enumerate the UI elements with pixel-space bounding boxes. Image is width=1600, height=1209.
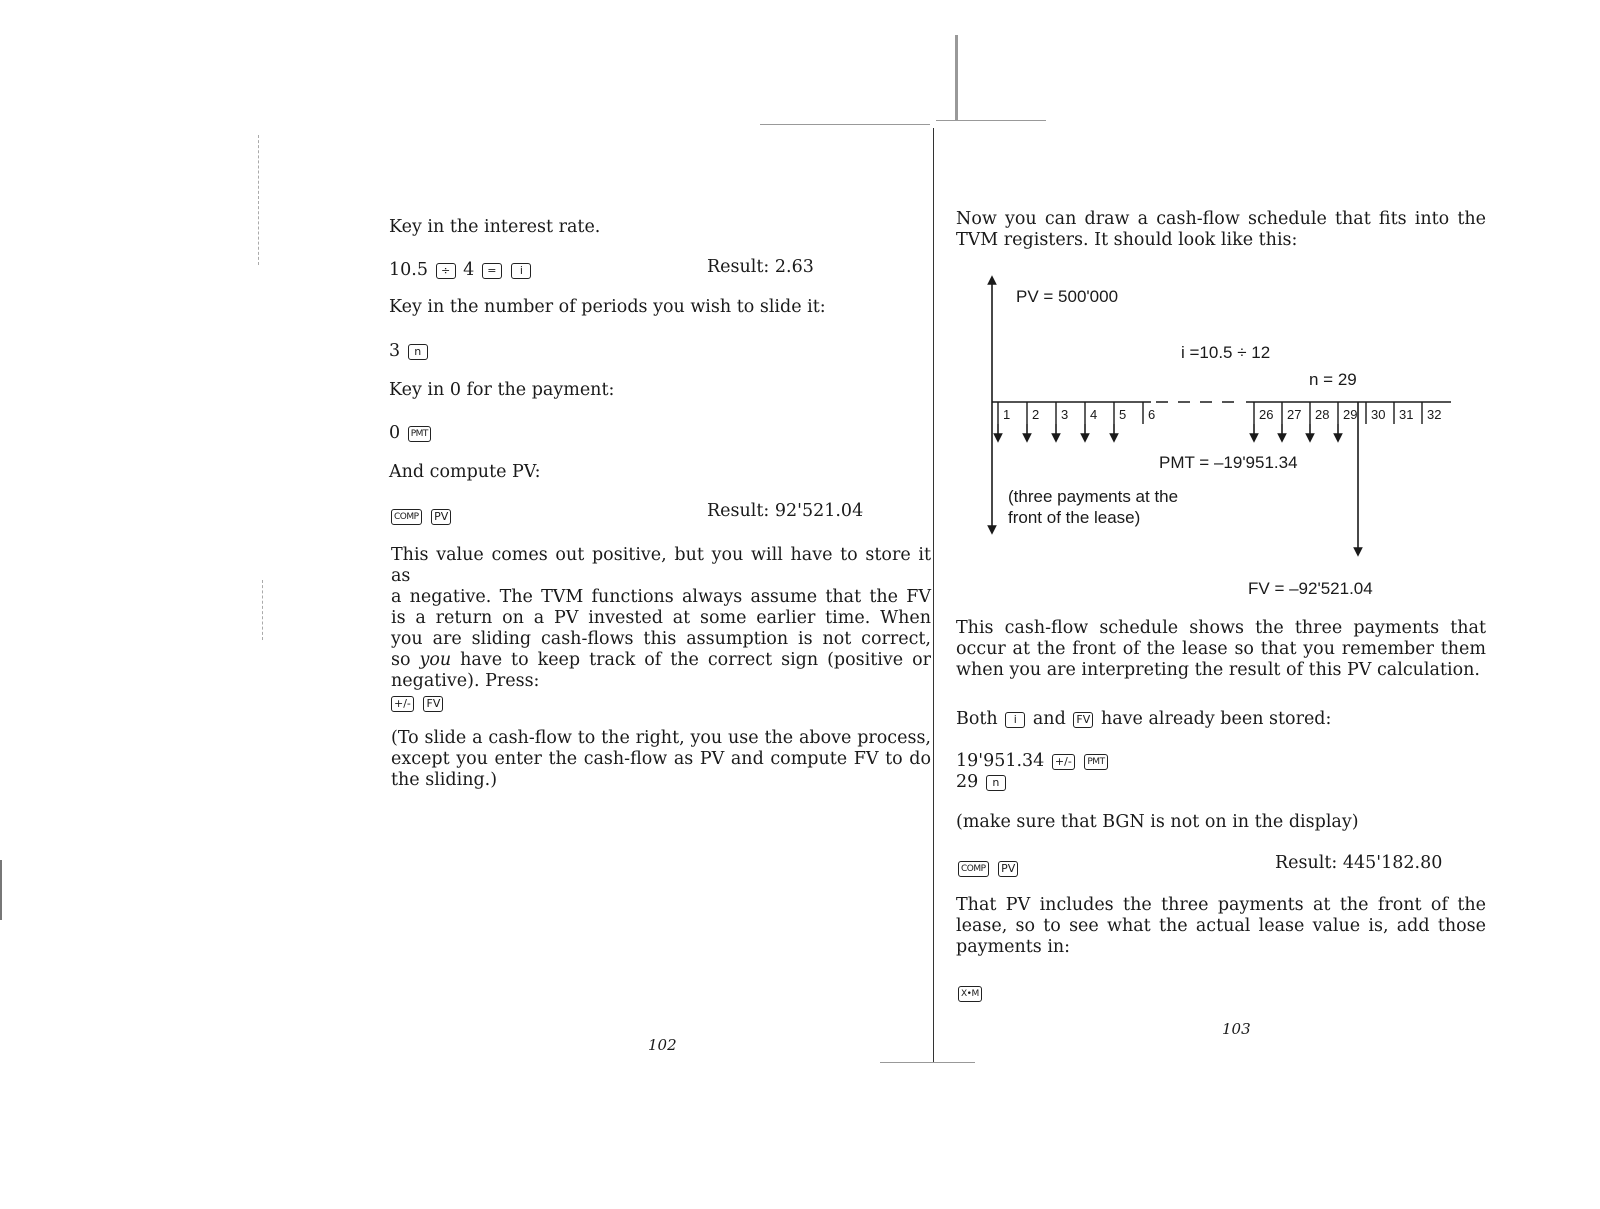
n-key: n xyxy=(986,775,1006,791)
keystroke-line-periods xyxy=(389,340,430,362)
number-value: 29 xyxy=(956,772,979,792)
period-label: 27 xyxy=(1287,407,1302,422)
keystroke-line-compute xyxy=(389,505,453,527)
text-line: This cash-flow schedule shows the three payments that xyxy=(956,618,1486,638)
instruction-periods: Key in the number of periods you wish to slide it: xyxy=(389,297,826,317)
comp-key: COMP xyxy=(391,509,422,525)
keystroke-line-n xyxy=(956,771,1008,793)
instruction-payment: Key in 0 for the payment: xyxy=(389,380,615,400)
instruction-interest-rate: Key in the interest rate. xyxy=(389,217,601,237)
instruction-compute-pv: And compute PV: xyxy=(389,462,541,482)
text-fragment: so xyxy=(391,650,420,670)
text-line: negative). Press: xyxy=(391,671,540,691)
keystroke-line-xm xyxy=(956,982,984,1004)
n-key: n xyxy=(408,344,428,360)
text-line: a negative. The TVM functions always assume that the FV xyxy=(391,587,931,607)
text-line xyxy=(391,650,931,671)
period-label: 28 xyxy=(1315,407,1330,422)
period-label: 31 xyxy=(1399,407,1414,422)
right-page xyxy=(936,0,1600,1209)
period-label: 4 xyxy=(1090,407,1098,422)
period-label: 30 xyxy=(1371,407,1386,422)
result-value: 2.63 xyxy=(774,257,814,277)
text-line: (To slide a cash-flow to the right, you use the above process, xyxy=(391,728,931,748)
period-label: 3 xyxy=(1061,407,1069,422)
page-number: 102 xyxy=(648,1036,677,1054)
lease-value-paragraph xyxy=(956,895,1486,958)
period-label: 32 xyxy=(1427,407,1442,422)
comp-key: COMP xyxy=(958,861,989,877)
pmt-key: PMT xyxy=(408,426,431,442)
explanation-paragraph xyxy=(391,545,931,692)
number-value: 19'951.34 xyxy=(956,751,1045,771)
fv-key: FV xyxy=(1073,712,1093,728)
number-value: 4 xyxy=(463,260,475,280)
keystroke-line-pmt xyxy=(956,750,1110,772)
text-line: That PV includes the three payments at the front of the xyxy=(956,895,1486,915)
keystroke-line-chs xyxy=(389,692,445,714)
result-value: 92'521.04 xyxy=(774,501,864,521)
text-line: payments in: xyxy=(956,937,1071,957)
number-value: 3 xyxy=(389,341,401,361)
pv-label: PV = 500'000 xyxy=(1016,287,1119,306)
text-fragment: Both xyxy=(956,709,998,729)
text-fragment: and xyxy=(1032,709,1066,729)
text-line: you are sliding cash-flows this assumption is not correct, xyxy=(391,629,931,649)
period-label: 5 xyxy=(1119,407,1127,422)
text-line: is a return on a PV invested at some earlier time. When xyxy=(391,608,931,628)
right-period-group xyxy=(1254,402,1441,438)
text-fragment: have already been stored: xyxy=(1100,709,1332,729)
number-value: 0 xyxy=(389,423,401,443)
i-label: i =10.5 ÷ 12 xyxy=(1181,343,1271,362)
result-value: 445'182.80 xyxy=(1342,853,1443,873)
text-line: except you enter the cash-flow as PV and compute FV to do xyxy=(391,749,931,769)
result-pv xyxy=(1275,852,1442,874)
stored-registers-line xyxy=(956,708,1331,730)
front-note-line2: front of the lease) xyxy=(1008,508,1141,527)
schedule-explanation xyxy=(956,618,1486,681)
equals-key: = xyxy=(482,263,502,279)
text-line: the sliding.) xyxy=(391,770,498,790)
i-key: i xyxy=(511,263,531,279)
i-key: i xyxy=(1005,712,1025,728)
text-line: TVM registers. It should look like this: xyxy=(956,230,1298,250)
result-label: Result: xyxy=(707,501,770,521)
pv-key: PV xyxy=(431,509,451,525)
chs-key: +/- xyxy=(1052,754,1075,770)
result-label: Result: xyxy=(707,257,770,277)
number-value: 10.5 xyxy=(389,260,428,280)
text-line: when you are interpreting the result of this PV calculation. xyxy=(956,660,1480,680)
text-line: This value comes out positive, but you will have to store it as xyxy=(391,545,931,586)
pv-key: PV xyxy=(998,861,1018,877)
period-label: 6 xyxy=(1148,407,1156,422)
page-number: 103 xyxy=(1222,1020,1251,1038)
text-fragment: have to keep track of the correct sign (positive or xyxy=(451,650,931,670)
fv-key: FV xyxy=(423,696,443,712)
n-label: n = 29 xyxy=(1309,370,1357,389)
result-interest xyxy=(707,256,814,278)
left-period-group xyxy=(998,402,1155,438)
pmt-key: PMT xyxy=(1084,754,1107,770)
pmt-label: PMT = –19'951.34 xyxy=(1159,453,1298,472)
period-label: 29 xyxy=(1343,407,1358,422)
x-to-m-key: X•M xyxy=(958,986,982,1002)
result-pv xyxy=(707,500,863,522)
bgn-note: (make sure that BGN is not on in the display) xyxy=(956,812,1359,832)
front-note-line1: (three payments at the xyxy=(1008,487,1179,506)
keystroke-line-payment xyxy=(389,422,433,444)
keystroke-line-interest xyxy=(389,259,533,281)
slide-right-note xyxy=(391,728,931,791)
period-label: 1 xyxy=(1003,407,1011,422)
period-label: 2 xyxy=(1032,407,1040,422)
divide-key: ÷ xyxy=(436,263,456,279)
emphasis-word: you xyxy=(419,650,452,670)
keystroke-line-compute xyxy=(956,857,1020,879)
fv-label: FV = –92'521.04 xyxy=(1248,579,1373,598)
text-line: occur at the front of the lease so that you remember them xyxy=(956,639,1486,659)
text-line: Now you can draw a cash-flow schedule that fits into the xyxy=(956,209,1486,229)
cash-flow-diagram xyxy=(936,0,1600,620)
chs-key: +/- xyxy=(391,696,414,712)
result-label: Result: xyxy=(1275,853,1338,873)
text-line: lease, so to see what the actual lease value is, add those xyxy=(956,916,1486,936)
period-label: 26 xyxy=(1259,407,1274,422)
